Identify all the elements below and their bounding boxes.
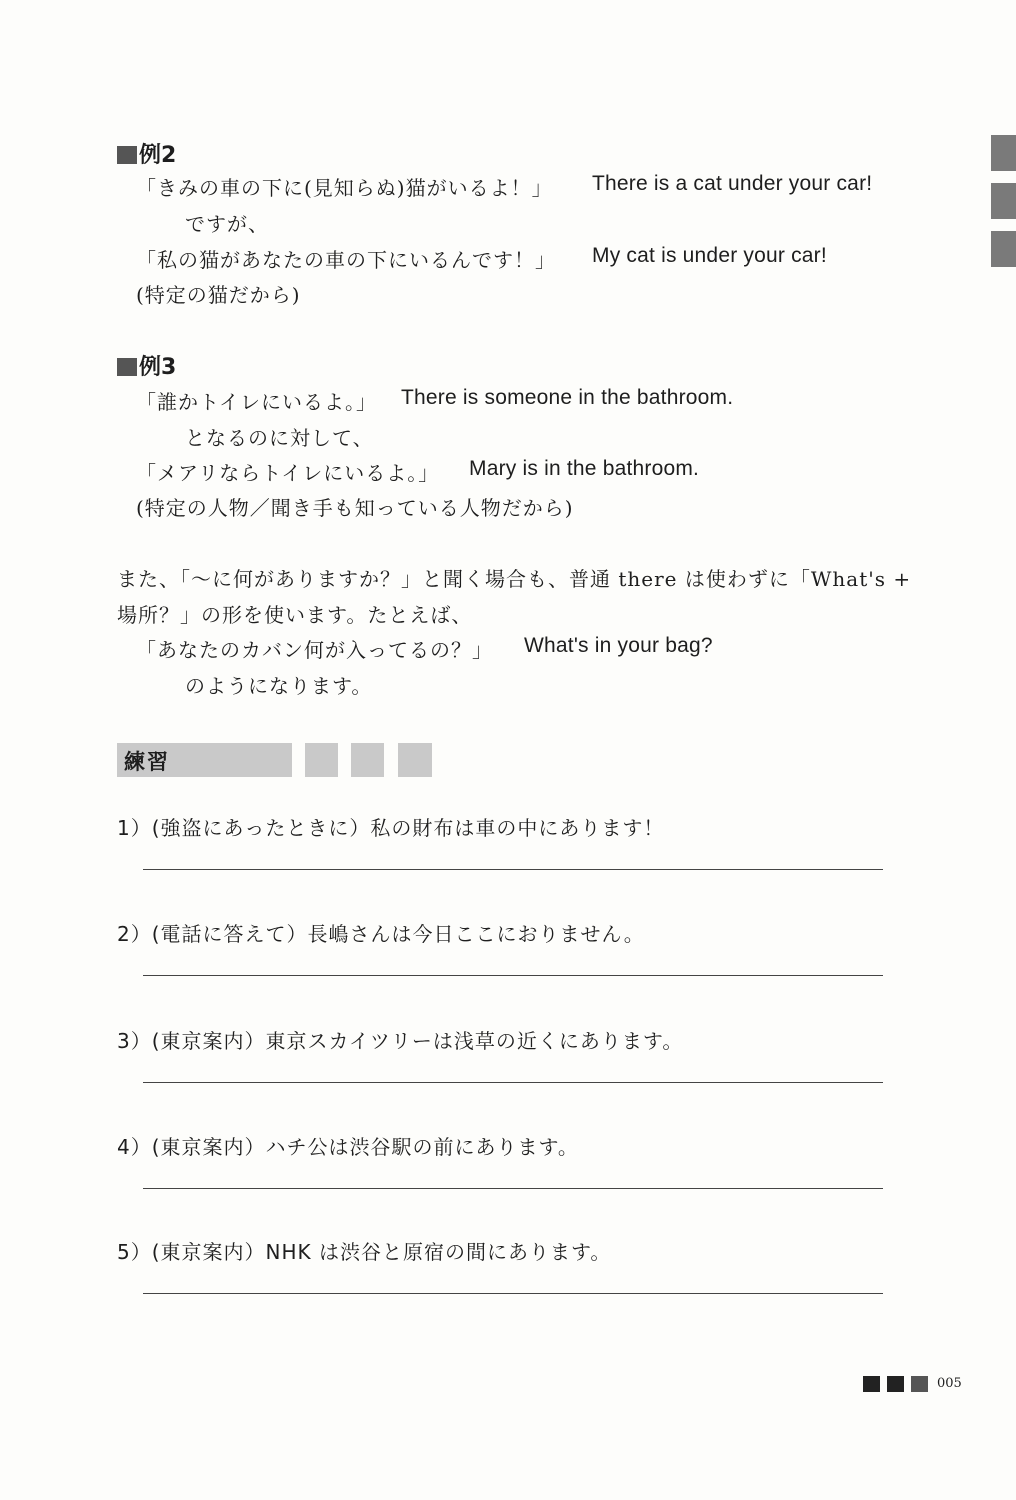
paragraph-closing: のようになります。 <box>185 674 373 698</box>
exercise-3: 3）(東京案内）東京スカイツリーは浅草の近くにあります。 <box>117 1029 684 1053</box>
exercise-1: 1）(強盗にあったときに）私の財布は車の中にあります！ <box>117 816 665 840</box>
exercise-5: 5）(東京案内）NHK は渋谷と原宿の間にあります。 <box>117 1240 612 1264</box>
paragraph-example-jp: 「あなたのカバン何が入ってるの？」 <box>136 638 493 662</box>
footer-square-icon-3 <box>911 1376 928 1392</box>
example2-line2-jp: 「私の猫があなたの車の下にいるんです！」 <box>136 248 556 272</box>
paragraph-line1: また、「～に何がありますか？」と聞く場合も、普通 there は使わずに「What's + <box>117 567 912 591</box>
exercise-4: 4）(東京案内）ハチ公は渋谷駅の前にあります。 <box>117 1135 579 1159</box>
example2-line2-en: My cat is under your car! <box>592 244 827 267</box>
practice-bar-block-1 <box>305 743 338 777</box>
example2-line1-en: There is a cat under your car! <box>592 172 873 195</box>
paragraph-example-en: What's in your bag? <box>524 634 713 657</box>
practice-bar-block-2 <box>351 743 384 777</box>
footer-square-icon-2 <box>887 1376 904 1392</box>
answer-line-2[interactable] <box>143 975 883 976</box>
example3-line1-en: There is someone in the bathroom. <box>401 386 734 409</box>
answer-line-4[interactable] <box>143 1188 883 1189</box>
example3-note: (特定の人物／聞き手も知っている人物だから) <box>136 496 574 520</box>
side-tab-2 <box>991 183 1016 219</box>
example3-line2-en: Mary is in the bathroom. <box>469 457 700 480</box>
example2-note: (特定の猫だから) <box>136 283 301 307</box>
side-tab-3 <box>991 231 1016 267</box>
heading-square-icon <box>117 358 137 376</box>
paragraph-line2: 場所？」の形を使います。たとえば、 <box>117 603 473 627</box>
example3-line1-jp: 「誰かトイレにいるよ。」 <box>136 390 377 414</box>
answer-line-5[interactable] <box>143 1293 883 1294</box>
example3-heading: 例3 <box>117 350 176 381</box>
footer-square-icon-1 <box>863 1376 880 1392</box>
page-number: 005 <box>937 1376 962 1391</box>
example3-connector: となるのに対して、 <box>185 426 374 450</box>
heading-square-icon <box>117 146 137 164</box>
practice-heading: 練習 <box>124 750 170 774</box>
practice-bar-block-3 <box>398 743 432 777</box>
exercise-2: 2）(電話に答えて）長嶋さんは今日ここにおりません。 <box>117 922 645 946</box>
side-tab-1 <box>991 135 1016 171</box>
answer-line-3[interactable] <box>143 1082 883 1083</box>
example3-line2-jp: 「メアリならトイレにいるよ。」 <box>136 461 440 485</box>
answer-line-1[interactable] <box>143 869 883 870</box>
example2-line1-jp: 「きみの車の下に(見知らぬ)猫がいるよ！」 <box>136 176 553 200</box>
example2-heading: 例2 <box>117 138 176 169</box>
example2-connector: ですが、 <box>185 212 269 236</box>
